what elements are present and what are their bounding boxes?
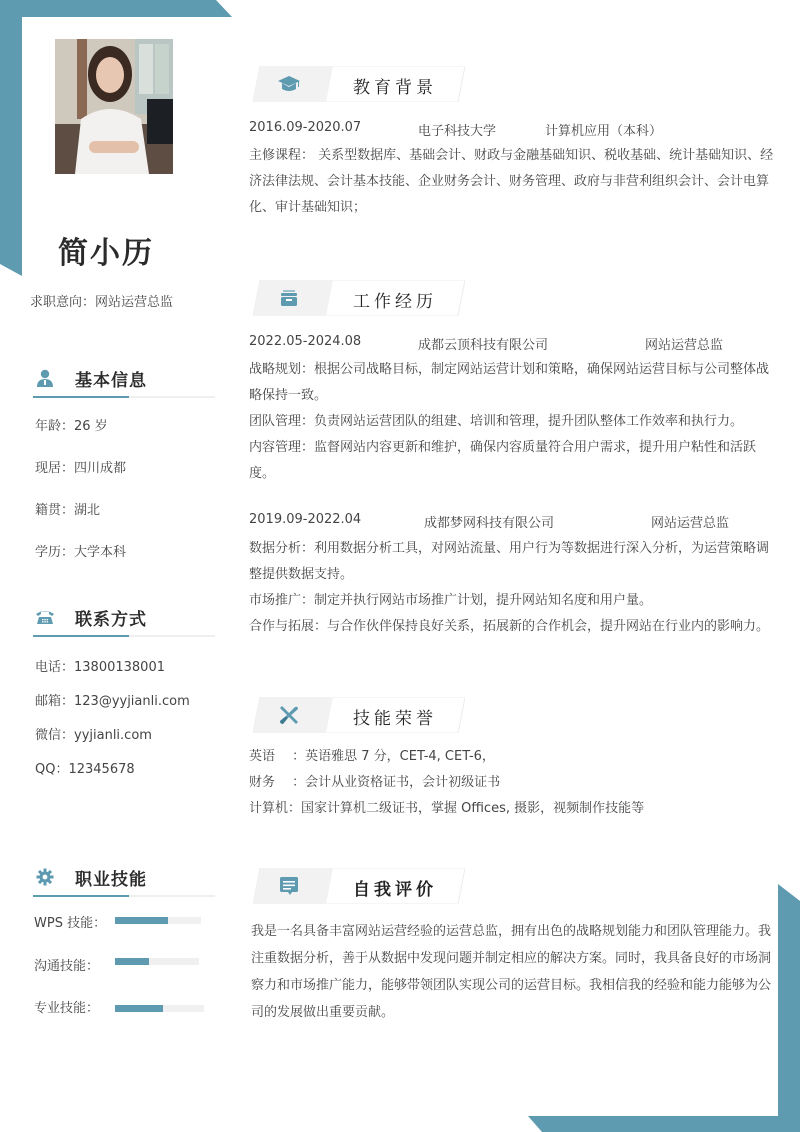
info-residence: 现居：四川成都	[35, 461, 127, 476]
job-company: 成都云顶科技有限公司	[418, 338, 549, 353]
job-duty: 团队管理：负责网站运营团队的组建、培训和管理，提升团队整体工作效率和执行力。	[249, 414, 744, 429]
skills-title: 职业技能	[75, 869, 147, 890]
contact-title: 联系方式	[75, 609, 147, 630]
section-divider	[33, 895, 215, 897]
skill-bar-professional	[115, 1005, 204, 1012]
tools-icon	[278, 705, 300, 725]
skill-label: 沟通技能：	[34, 959, 100, 974]
honor-item: 计算机：国家计算机二级证书，掌握 Offices, 摄影，视频制作技能等	[249, 801, 645, 816]
archive-box-icon	[278, 288, 300, 308]
profile-photo	[55, 39, 173, 174]
job-duties	[249, 536, 779, 640]
contact-wechat: 微信：yyjianli.com	[35, 728, 152, 743]
contact-email[interactable]: 邮箱：123@yyjianli.com	[35, 694, 190, 709]
contact-phone[interactable]: 电话：13800138001	[35, 660, 165, 675]
skills-section	[33, 862, 215, 897]
education-school: 电子科技大学	[418, 124, 497, 139]
comment-icon	[278, 876, 300, 896]
honors-list	[249, 744, 779, 822]
education-major: 计算机应用（本科）	[545, 124, 663, 139]
contact-qq: QQ：12345678	[35, 762, 135, 777]
job-position: 网站运营总监	[645, 338, 724, 353]
skill-bar-fill	[115, 958, 149, 965]
honor-item: 财务 ：会计从业资格证书，会计初级证书	[249, 775, 501, 790]
contact-section	[33, 602, 215, 777]
candidate-name: 简小历	[58, 236, 154, 271]
education-header	[253, 66, 465, 102]
self-eval-header	[253, 868, 465, 904]
work-header	[253, 280, 465, 316]
job-duty: 内容管理：监督网站内容更新和维护，确保内容质量符合用户需求，提升用户粘性和活跃度。	[249, 440, 757, 481]
info-education: 学历：大学本科	[35, 545, 127, 560]
job-company: 成都梦网科技有限公司	[424, 516, 555, 531]
skill-bar-fill	[115, 917, 168, 924]
self-eval-title: 自我评价	[353, 880, 437, 900]
gear-icon	[35, 867, 55, 887]
job-duty: 战略规划：根据公司战略目标，制定网站运营计划和策略，确保网站运营目标与公司整体战略保持一致。	[249, 362, 770, 403]
job-intent: 求职意向：网站运营总监	[30, 295, 174, 310]
info-hometown: 籍贯：湖北	[35, 503, 101, 518]
job-period: 2019.09-2022.04	[249, 512, 362, 527]
skill-label: WPS 技能：	[34, 916, 107, 931]
basic-info-title: 基本信息	[75, 370, 147, 391]
skill-row-wps	[34, 912, 114, 931]
section-divider	[33, 635, 215, 637]
skill-label: 专业技能：	[34, 1001, 100, 1016]
honors-header	[253, 697, 465, 733]
education-period: 2016.09-2020.07	[249, 120, 362, 135]
section-divider	[33, 396, 215, 398]
graduation-cap-icon	[278, 74, 300, 94]
basic-info-section	[33, 363, 215, 560]
work-title: 工作经历	[353, 292, 437, 312]
skill-row-professional	[34, 997, 114, 1016]
skill-bar-communication	[115, 958, 199, 965]
info-age: 年龄：26 岁	[35, 419, 108, 434]
honors-title: 技能荣誉	[353, 709, 437, 729]
self-eval-text: 我是一名具备丰富网站运营经验的运营总监，拥有出色的战略规划能力和团队管理能力。我注重数据分析，善于从数据中发现问题并制定相应的解决方案。同时，我具备良好的市场洞察力和市场推广能力，能够带领团队实现公司的运营目标。我相信我的经验和能力能够为公司的发展做出重要贡献。	[251, 924, 772, 1020]
job-duty: 数据分析：利用数据分析工具，对网站流量、用户行为等数据进行深入分析，为运营策略调整提供数据支持。	[249, 541, 770, 582]
skill-bar-fill	[115, 1005, 163, 1012]
phone-icon	[35, 607, 55, 627]
education-courses: 主修课程： 关系型数据库、基础会计、财政与金融基础知识、税收基础、统计基础知识、经济法律法规、会计基本技能、企业财务会计、财务管理、政府与非营利组织会计、会计电算化、审计基础知识；	[249, 148, 774, 215]
job-position: 网站运营总监	[651, 516, 730, 531]
honor-item: 英语 ：英语雅思 7 分，CET-4, CET-6，	[249, 749, 495, 764]
skill-row-communication	[34, 955, 114, 974]
job-period: 2022.05-2024.08	[249, 334, 362, 349]
job-duties	[249, 357, 779, 487]
job-duty: 合作与拓展：与合作伙伴保持良好关系，拓展新的合作机会，提升网站在行业内的影响力。	[249, 619, 770, 634]
education-title: 教育背景	[353, 78, 437, 98]
skill-bar-wps	[115, 917, 201, 924]
job-duty: 市场推广：制定并执行网站市场推广计划，提升网站知名度和用户量。	[249, 593, 653, 608]
user-icon	[35, 368, 55, 388]
